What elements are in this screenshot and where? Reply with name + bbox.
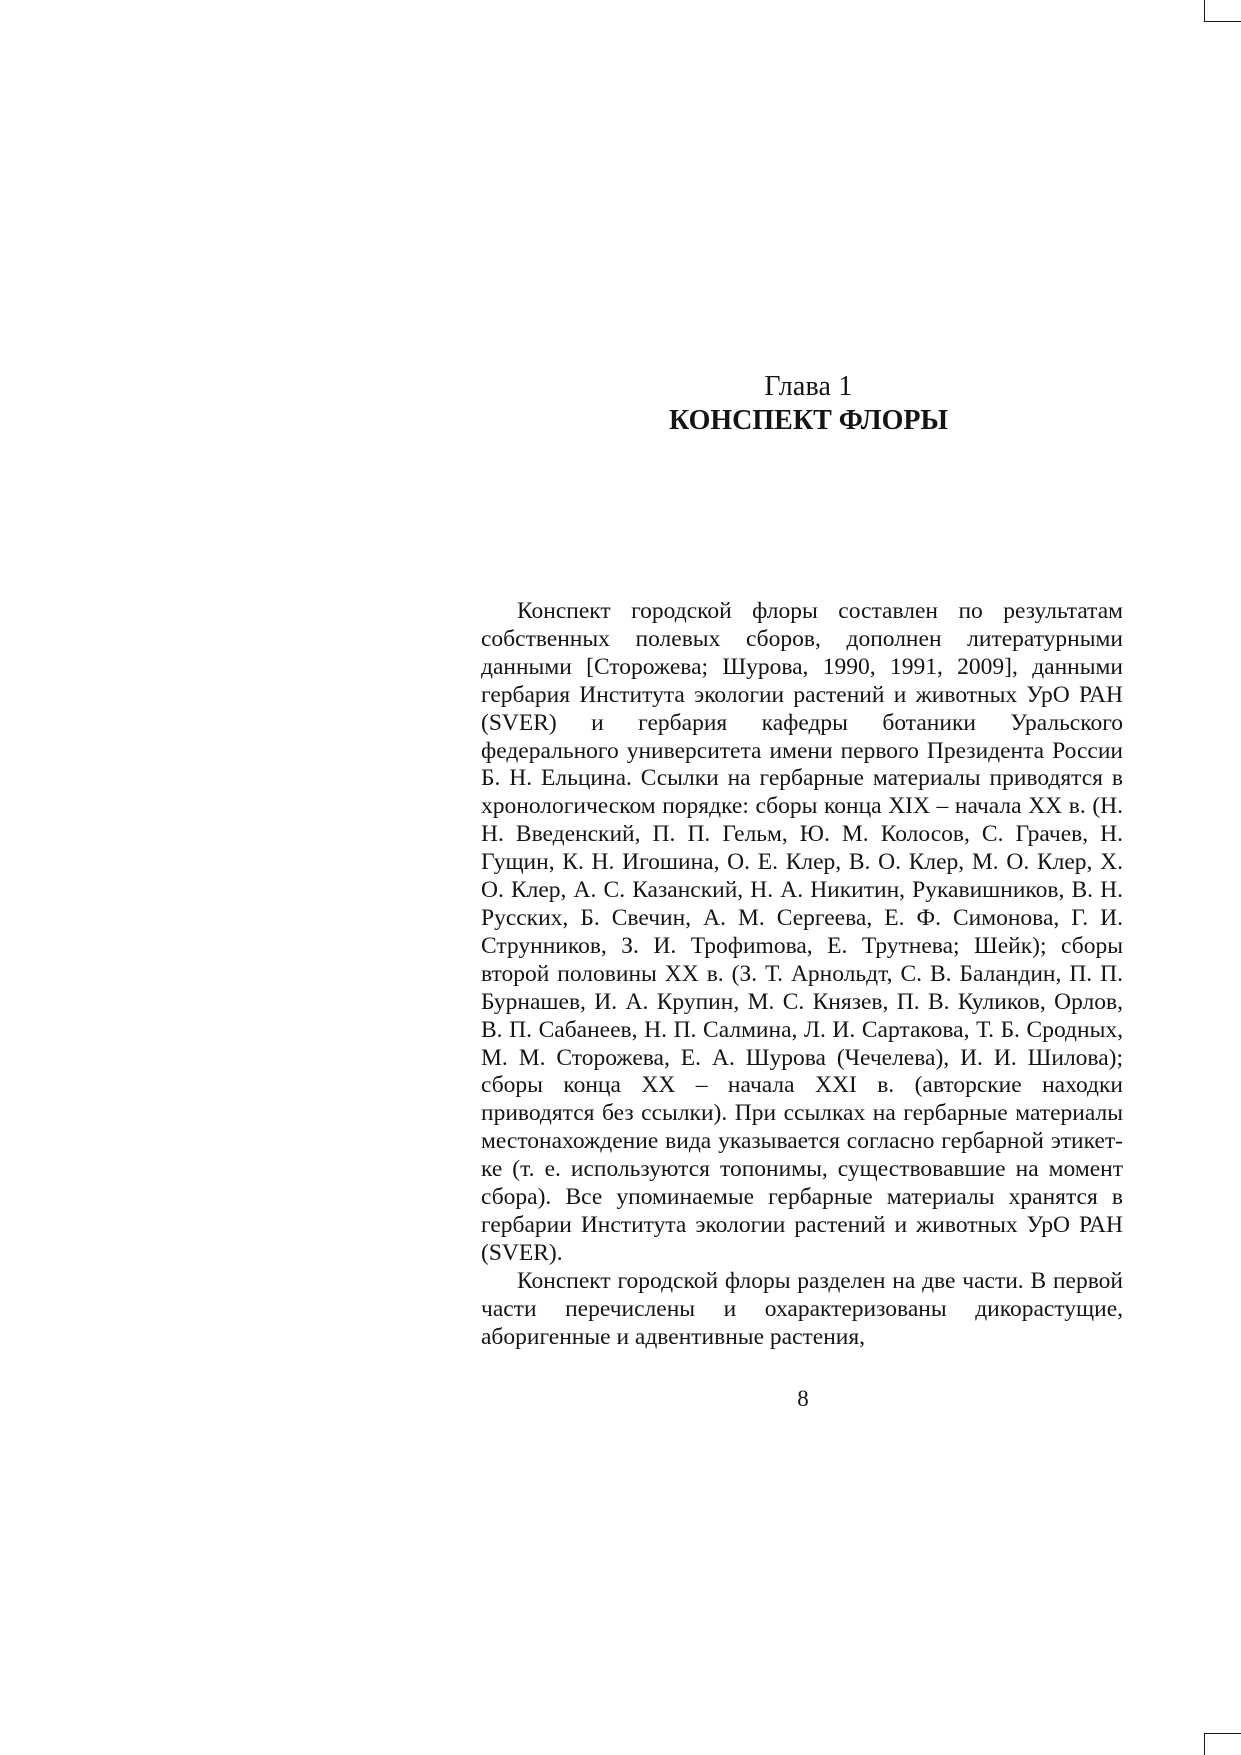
crop-mark-top (1204, 0, 1205, 22)
chapter-title: КОНСПЕКТ ФЛОРЫ (668, 405, 948, 436)
body-text (481, 598, 1123, 1351)
chapter-heading (481, 370, 1136, 438)
page-number: 8 (797, 1386, 809, 1411)
paragraph: Конспект городской флоры разделен на две части. В первой части перечислены и охарактеризованы дикорастущие, аборигенные и адвентивные растения, (481, 1267, 1123, 1350)
paragraph: Конспект городской флоры составлен по результатам собственных полевых сборов, дополнен литературными данными [Сторожева; Шурова, 1990, 1991, 2009], данными гербария Института экологии растений и животных УрО РАН (SVER) и гербария кафедры ботаники Уральского федерального университета имени первого Президента России Б. Н. Ельцина. Ссылки на гербарные материалы приводятся в хронологическом порядке: сборы конца XIX – начала XX в. (Н. Н. Введенский, П. П. Гельм, Ю. М. Колосов, С. Грачев, Н. Гущин, К. Н. Игошина, О. Е. Клер, В. О. Клер, М. О. Клер, Х. О. Клер, А. С. Казанский, Н. А. Никитин, Рукавишников, В. Н. Русских, Б. Свечин, А. М. Сергеева, Е. Ф. Симонова, Г. И. Струнников, З. И. Трофиmова, Е. Трутнева; Шейк); сборы второй половины XX в. (З. Т. Арнольдт, С. В. Баландин, П. П. Бурнашев, И. А. Крупин, М. С. Князев, П. В. Куликов, Орлов, В. П. Сабанеев, Н. П. Салмина, Л. И. Сартакова, Т. Б. Сродных, М. М. Сторожева, Е. А. Шурова (Чечелева), И. И. Шилова); сборы конца XX – начала XXI в. (авторские находки приводятся без ссылки). При ссылках на гербарные материалы местонахождение вида указывается согласно гербарной этикетке (т. е. используются топонимы, существовавшие на момент сбора). Все упоминаемые гербарные материалы хранятся в гербарии Института экологии растений и животных УрО РАН (SVER). (481, 598, 1123, 1266)
crop-mark-bottom (1204, 1733, 1205, 1755)
chapter-label: Глава 1 (764, 371, 853, 402)
crop-mark-top (1204, 21, 1241, 22)
crop-mark-bottom (1204, 1733, 1241, 1734)
